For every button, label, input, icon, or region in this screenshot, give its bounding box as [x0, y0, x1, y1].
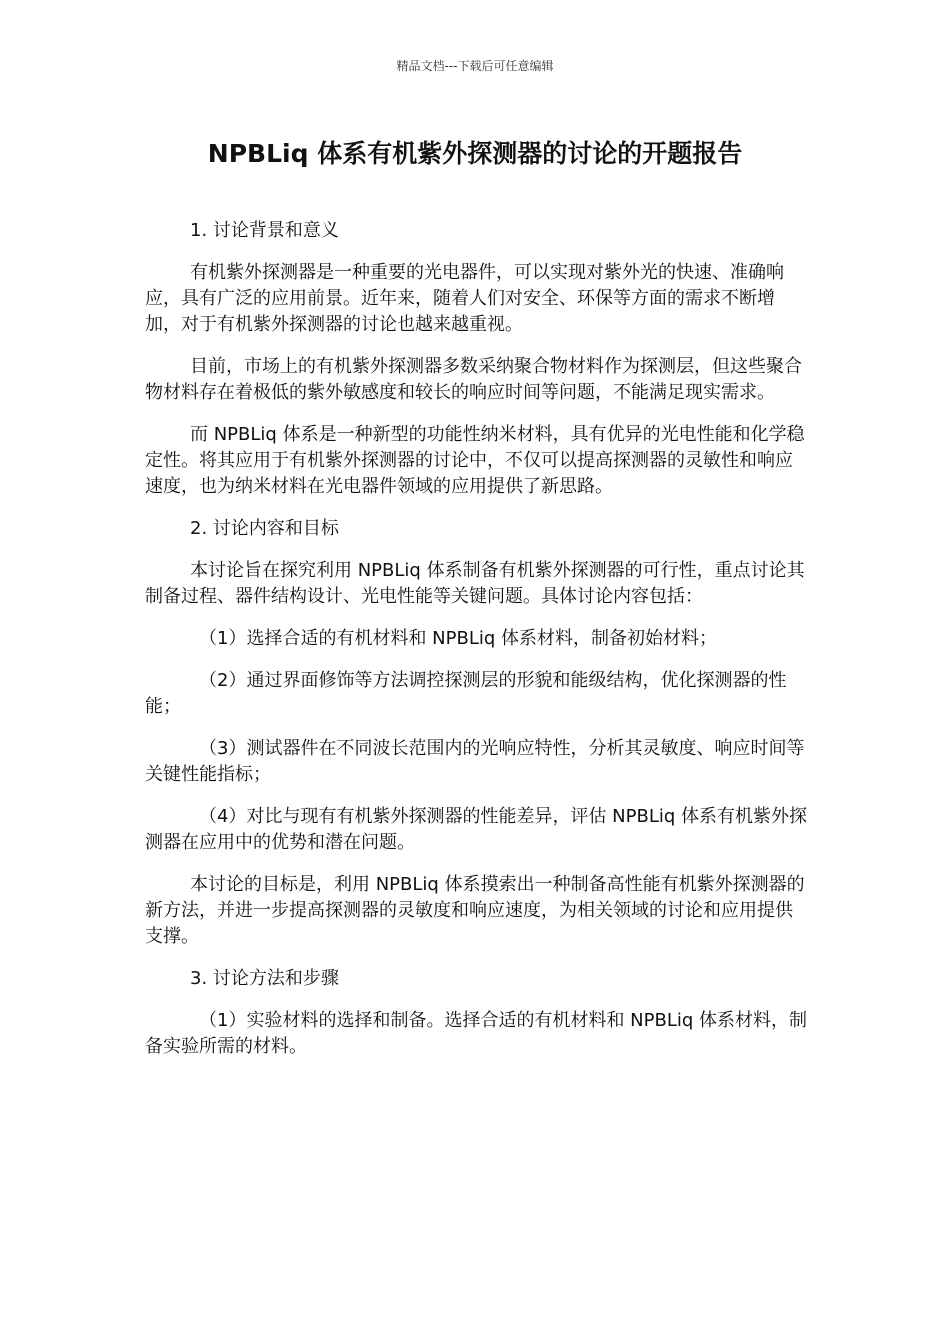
- section-heading-background: 1. 讨论背景和意义: [190, 220, 339, 241]
- list-item-content-2: （2）通过界面修饰等方法调控探测层的形貌和能级结构，优化探测器的性能；: [145, 670, 787, 717]
- document-title: NPBLiq 体系有机紫外探测器的讨论的开题报告: [207, 139, 743, 168]
- section-heading-content: 2. 讨论内容和目标: [190, 518, 339, 539]
- section-heading-methods: 3. 讨论方法和步骤: [190, 968, 339, 989]
- document-body: [145, 218, 810, 1076]
- list-item-content-3: （3）测试器件在不同波长范围内的光响应特性，分析其灵敏度、响应时间等关键性能指标；: [145, 738, 805, 785]
- paragraph-goal: 本讨论的目标是，利用 NPBLiq 体系摸索出一种制备高性能有机紫外探测器的新方法，并进一步提高探测器的灵敏度和响应速度，为相关领域的讨论和应用提供支撑。: [145, 874, 805, 947]
- paragraph-background-1: 有机紫外探测器是一种重要的光电器件，可以实现对紫外光的快速、准确响应，具有广泛的应用前景。近年来，随着人们对安全、环保等方面的需求不断增加，对于有机紫外探测器的讨论也越来越重视。: [145, 262, 784, 335]
- paragraph-background-3: 而 NPBLiq 体系是一种新型的功能性纳米材料，具有优异的光电性能和化学稳定性。将其应用于有机紫外探测器的讨论中，不仅可以提高探测器的灵敏性和响应速度，也为纳米材料在光电器件领域的应用提供了新思路。: [145, 424, 805, 497]
- page-header: 精品文档---下载后可任意编辑: [396, 59, 554, 73]
- list-item-methods-1: （1）实验材料的选择和制备。选择合适的有机材料和 NPBLiq 体系材料，制备实验所需的材料。: [145, 1010, 808, 1057]
- paragraph-content-intro: 本讨论旨在探究利用 NPBLiq 体系制备有机紫外探测器的可行性，重点讨论其制备过程、器件结构设计、光电性能等关键问题。具体讨论内容包括：: [145, 560, 805, 607]
- paragraph-background-2: 目前，市场上的有机紫外探测器多数采纳聚合物材料作为探测层，但这些聚合物材料存在着极低的紫外敏感度和较长的响应时间等问题，不能满足现实需求。: [145, 356, 802, 403]
- list-item-content-4: （4）对比与现有有机紫外探测器的性能差异，评估 NPBLiq 体系有机紫外探测器在应用中的优势和潜在问题。: [145, 806, 808, 853]
- list-item-content-1: （1）选择合适的有机材料和 NPBLiq 体系材料，制备初始材料；: [199, 628, 718, 649]
